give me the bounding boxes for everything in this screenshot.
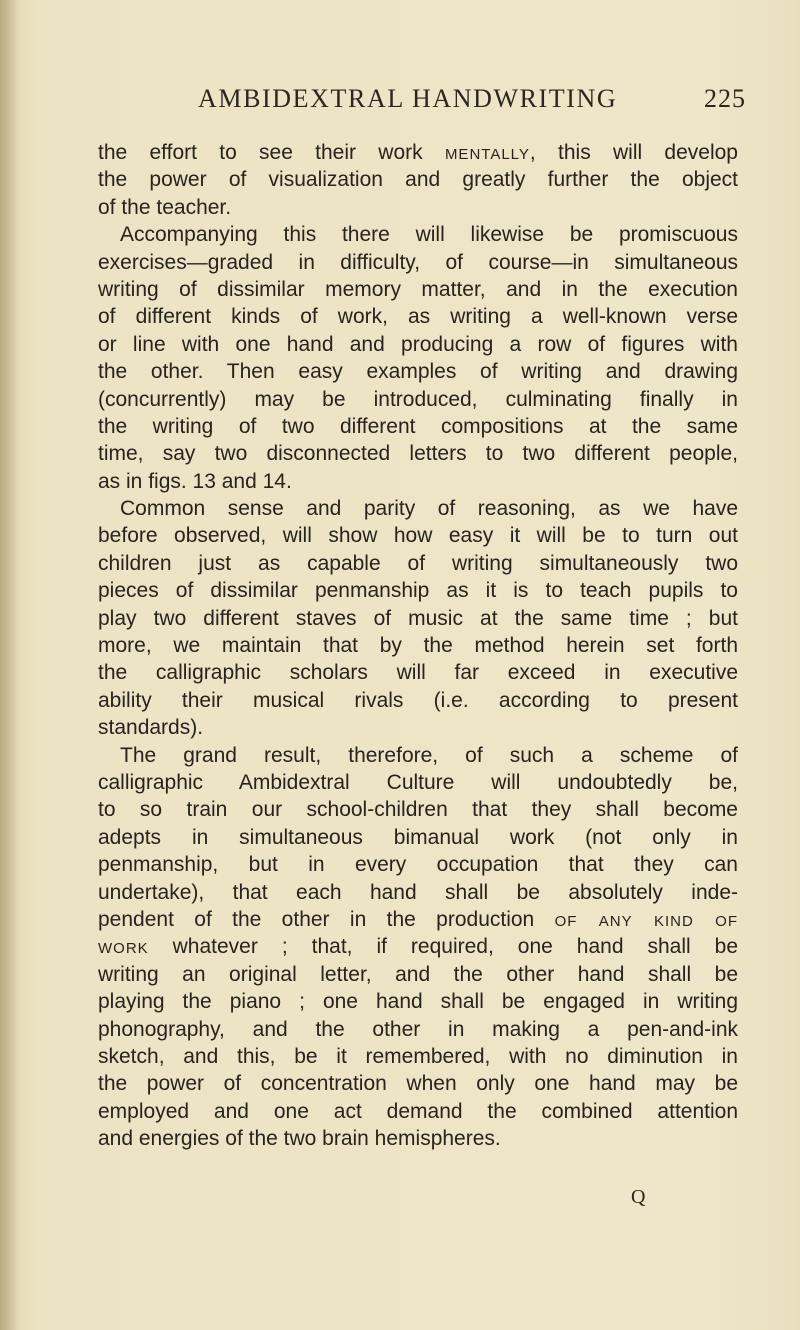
text-line [98, 358, 738, 385]
text-line [98, 1125, 738, 1152]
text-line [98, 632, 738, 659]
text-line [98, 303, 738, 330]
text-run: pieces of dissimilar penmanship as it is to teach pupils to [98, 579, 738, 603]
text-run: The grand result, therefore, of such a scheme of [120, 743, 738, 767]
text-run: sketch, and this, be it remembered, with no diminution in [98, 1044, 738, 1068]
text-run: of the teacher. [98, 195, 232, 219]
text-run: as in figs. 13 and 14. [98, 469, 292, 493]
text-run: play two different staves of music at the same time ; but [98, 606, 738, 630]
text-run: whatever ; that, if required, one hand shall be [148, 935, 738, 959]
text-line [98, 879, 738, 906]
text-line [98, 495, 738, 522]
text-run: (concurrently) may be introduced, culminating finally in [98, 387, 738, 411]
text-run: the power of visualization and greatly further the object [98, 168, 738, 192]
text-line [98, 824, 738, 851]
text-line [98, 961, 738, 988]
text-line [98, 577, 738, 604]
text-line [98, 714, 738, 741]
text-run: the effort to see their work [98, 141, 445, 164]
text-run: playing the piano ; one hand shall be engaged in writing [98, 990, 738, 1014]
text-line [98, 386, 738, 413]
binding-shadow [0, 0, 20, 1330]
text-run: more, we maintain that by the method herein set forth [98, 634, 738, 658]
text-run: phonography, and the other in making a pen-and-ink [98, 1017, 738, 1041]
text-line [98, 522, 738, 549]
text-line [98, 331, 738, 358]
text-run: writing of dissimilar memory matter, and in the execution [98, 277, 738, 301]
text-run: exercises—graded in difficulty, of course—in simultaneous [98, 250, 738, 274]
small-caps-text: of any kind of [554, 907, 738, 931]
text-run: , this will develop [529, 141, 738, 164]
text-run: children just as capable of writing simultaneously two [98, 551, 738, 575]
text-line [98, 1098, 738, 1125]
text-line [98, 906, 738, 933]
text-line [98, 933, 738, 960]
text-line [98, 742, 738, 769]
text-line [98, 851, 738, 878]
text-run: the calligraphic scholars will far exceed in executive [98, 661, 738, 685]
text-line [98, 550, 738, 577]
text-line [98, 769, 738, 796]
text-line [98, 796, 738, 823]
text-run: the writing of two different compositions at the same [98, 414, 738, 438]
text-line [98, 194, 738, 221]
text-run: penmanship, but in every occupation that they can [98, 853, 738, 877]
page-number: 225 [704, 84, 746, 113]
text-run: the power of concentration when only one hand may be [98, 1072, 738, 1096]
running-head [198, 84, 746, 124]
text-line [98, 440, 738, 467]
text-run: the other. Then easy examples of writing and drawing [98, 360, 738, 384]
text-line [98, 139, 738, 166]
text-line [98, 1016, 738, 1043]
text-run: standards). [98, 716, 204, 740]
text-line [98, 221, 738, 248]
text-line [98, 413, 738, 440]
text-run: writing an original letter, and the other hand shall be [98, 962, 738, 986]
running-head-title: AMBIDEXTRAL HANDWRITING [198, 84, 618, 113]
text-run: or line with one hand and producing a row of figures with [98, 332, 738, 356]
text-run: before observed, will show how easy it will be to turn out [98, 524, 738, 548]
text-run: employed and one act demand the combined attention [98, 1099, 738, 1123]
text-run: time, say two disconnected letters to two different people, [98, 442, 738, 466]
text-run: calligraphic Ambidextral Culture will undoubtedly be, [98, 770, 738, 794]
text-line [98, 988, 738, 1015]
text-run: ability their musical rivals (i.e. according to present [98, 688, 738, 712]
text-line [98, 276, 738, 303]
text-run: pendent of the other in the production [98, 907, 555, 931]
text-line [98, 468, 738, 495]
text-run: to so train our school-children that they shall become [98, 798, 738, 822]
text-run: and energies of the two brain hemispheres. [98, 1127, 501, 1151]
text-run: undertake), that each hand shall be absolutely inde- [98, 880, 738, 904]
text-line [98, 166, 738, 193]
text-line [98, 1043, 738, 1070]
text-run: adepts in simultaneous bimanual work (not only in [98, 825, 738, 849]
text-line [98, 249, 738, 276]
body-text [98, 139, 738, 1152]
text-line [98, 659, 738, 686]
text-line [98, 605, 738, 632]
text-line [98, 1070, 738, 1097]
text-line [98, 687, 738, 714]
small-caps-text: mentally [444, 141, 530, 164]
text-run: of different kinds of work, as writing a well-known verse [98, 305, 738, 329]
text-run: Common sense and parity of reasoning, as we have [120, 497, 738, 521]
text-run: Accompanying this there will likewise be promiscuous [120, 223, 738, 247]
small-caps-text: work [98, 935, 149, 959]
signature-mark: Q [631, 1186, 646, 1208]
